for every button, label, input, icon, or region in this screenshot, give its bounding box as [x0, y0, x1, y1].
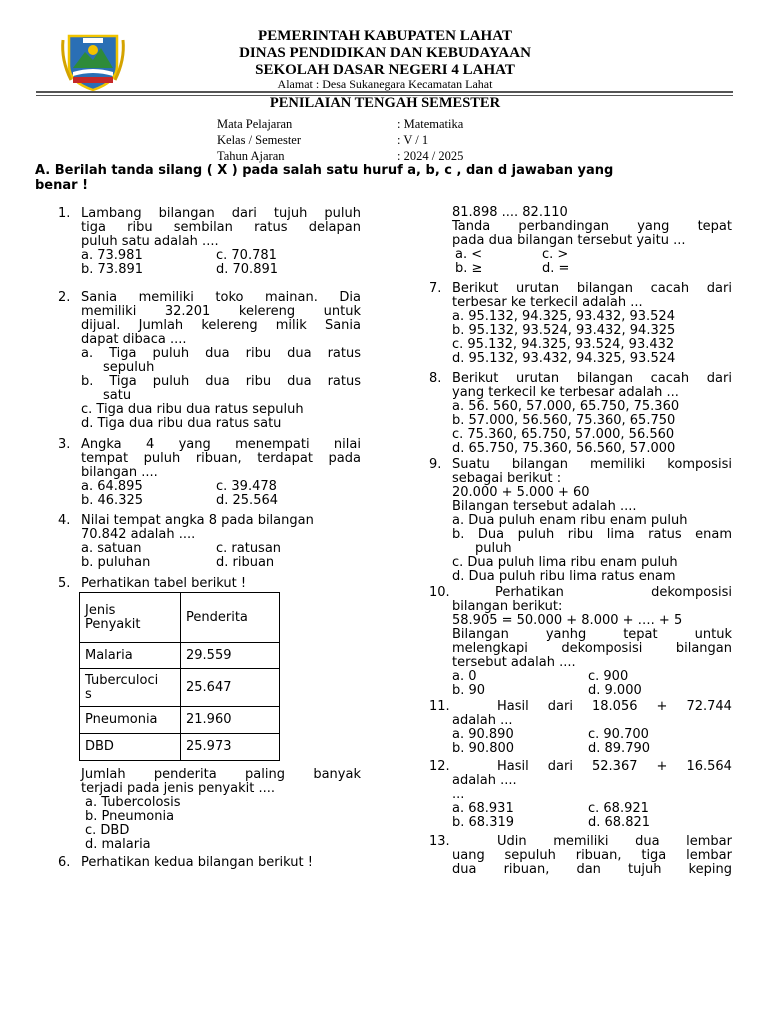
- q2-option-c[interactable]: c. Tiga dua ribu dua ratus sepuluh: [81, 402, 304, 417]
- q6-line-3: [452, 220, 732, 234]
- text-fragment: tempat: [81, 451, 129, 466]
- text-fragment: s: [85, 686, 92, 702]
- text-fragment: memiliki: [81, 304, 137, 319]
- text-fragment: Lambang: [81, 206, 142, 221]
- text-fragment: dua: [205, 346, 230, 361]
- text-fragment: Tuberculoci: [85, 672, 159, 688]
- text-fragment: 16.564: [686, 759, 732, 774]
- text-fragment: tujuh: [628, 862, 662, 877]
- text-fragment: 18.056: [592, 699, 638, 714]
- text-fragment: Suatu: [452, 457, 490, 472]
- q6-option-d[interactable]: d. =: [542, 261, 570, 276]
- text-fragment: lembar: [686, 834, 732, 849]
- text-fragment: toko: [215, 290, 244, 305]
- q13-line-1: [497, 835, 732, 849]
- q5-prompt-line-2: terjadi pada jenis penyakit ....: [81, 781, 275, 796]
- text-fragment: ribuan,: [575, 848, 622, 863]
- text-fragment: menempati: [235, 437, 310, 452]
- text-fragment: melengkapi: [452, 641, 528, 656]
- q12-option-c[interactable]: c. 68.921: [588, 801, 649, 816]
- q11-option-c[interactable]: c. 90.700: [588, 727, 649, 742]
- q12-number: 12.: [429, 759, 450, 774]
- exam-title: PENILAIAN TENGAH SEMESTER: [269, 95, 501, 111]
- q4-option-d[interactable]: d. ribuan: [216, 555, 275, 570]
- q10-option-c[interactable]: c. 900: [588, 669, 629, 684]
- text-fragment: puluh: [324, 206, 361, 221]
- text-fragment: sepuluh: [504, 848, 556, 863]
- q2-line-1: [81, 291, 361, 305]
- q6-option-a[interactable]: a. <: [455, 247, 483, 262]
- text-fragment: Penyakit: [85, 616, 141, 632]
- q8-option-c[interactable]: c. 75.360, 65.750, 57.000, 56.560: [452, 427, 675, 442]
- q12-line-1: [497, 760, 732, 774]
- q3-option-c[interactable]: c. 39.478: [216, 479, 277, 494]
- q5-option-a[interactable]: a. Tubercolosis: [85, 795, 181, 810]
- text-fragment: 32.201: [164, 304, 211, 319]
- q8-option-d[interactable]: d. 65.750, 75.360, 56.560, 57.000: [452, 441, 676, 456]
- q9-option-b-cont: puluh: [475, 541, 512, 556]
- q6-option-c[interactable]: c. >: [542, 247, 569, 262]
- text-fragment: +: [656, 699, 668, 714]
- text-fragment: memiliki: [138, 290, 194, 305]
- text-fragment: Udin: [497, 834, 527, 849]
- q8-number: 8.: [429, 371, 442, 386]
- q5-line-1: Perhatikan tabel berikut !: [81, 576, 247, 591]
- text-fragment: tiga: [641, 848, 667, 863]
- q9-line-3: 20.000 + 5.000 + 60: [452, 485, 590, 500]
- q6-option-b[interactable]: b. ≥: [455, 261, 483, 276]
- text-fragment: memiliki: [589, 457, 646, 472]
- q7-option-c[interactable]: c. 95.132, 94.325, 93.524, 93.432: [452, 337, 675, 352]
- text-fragment: keping: [688, 862, 732, 877]
- q5-prompt-line-1: [81, 768, 361, 782]
- q4-line-2: 70.842 adalah ....: [81, 527, 196, 542]
- q12-option-b[interactable]: b. 68.319: [452, 815, 515, 830]
- text-fragment: tepat: [623, 627, 658, 642]
- text-fragment: Malaria: [85, 647, 133, 663]
- q11-option-a[interactable]: a. 90.890: [452, 727, 514, 742]
- text-fragment: tujuh: [273, 206, 308, 221]
- text-fragment: DBD: [85, 739, 114, 754]
- header-government: PEMERINTAH KABUPATEN LAHAT: [258, 28, 512, 44]
- class-value: : V / 1: [397, 133, 429, 147]
- q4-option-b[interactable]: b. puluhan: [81, 555, 151, 570]
- q1-line-1: [81, 207, 361, 221]
- text-fragment: Dua: [477, 527, 505, 542]
- text-fragment: puluh: [143, 451, 181, 466]
- text-fragment: ratus: [254, 220, 288, 235]
- text-fragment: ribu: [245, 346, 272, 361]
- text-fragment: puluh: [517, 527, 555, 542]
- year-label: Tahun Ajaran: [217, 149, 285, 163]
- q6-number: 6.: [58, 855, 71, 870]
- text-fragment: cacah: [650, 281, 690, 296]
- text-fragment: dari: [547, 699, 573, 714]
- q2-option-a-cont: sepuluh: [103, 360, 155, 375]
- q8-option-b[interactable]: b. 57.000, 56.560, 75.360, 65.750: [452, 413, 676, 428]
- table-cell: 21.960: [181, 707, 280, 734]
- q7-number: 7.: [429, 281, 442, 296]
- text-fragment: tepat: [697, 219, 732, 234]
- text-fragment: ratus: [327, 374, 361, 389]
- text-fragment: banyak: [313, 767, 361, 782]
- table-header-cell: Penderita: [181, 593, 280, 643]
- q5-option-c[interactable]: c. DBD: [85, 823, 130, 838]
- text-fragment: Bilangan: [452, 627, 509, 642]
- text-fragment: b.: [452, 527, 465, 542]
- table-row: [80, 669, 280, 707]
- q2-option-d[interactable]: d. Tiga dua ribu dua ratus satu: [81, 416, 282, 431]
- text-fragment: enam: [695, 527, 732, 542]
- q7-option-b[interactable]: b. 95.132, 93.524, 93.432, 94.325: [452, 323, 676, 338]
- q3-option-a[interactable]: a. 64.895: [81, 479, 143, 494]
- q12-option-d[interactable]: d. 68.821: [588, 815, 651, 830]
- table-cell: [80, 707, 181, 734]
- text-fragment: dua: [635, 834, 660, 849]
- text-fragment: Sania: [81, 290, 118, 305]
- q9-option-a[interactable]: a. Dua puluh enam ribu enam puluh: [452, 513, 688, 528]
- q10-line-1: [495, 586, 732, 600]
- text-fragment: Angka: [81, 437, 122, 452]
- table-cell: [80, 734, 181, 761]
- q8-line-2: yang terkecil ke terbesar adalah ...: [452, 385, 679, 400]
- text-fragment: urutan: [516, 371, 560, 386]
- text-fragment: nilai: [333, 437, 361, 452]
- q1-option-a[interactable]: a. 73.981: [81, 248, 143, 263]
- text-fragment: puluh: [152, 346, 190, 361]
- class-label: Kelas / Semester: [217, 133, 302, 147]
- q3-number: 3.: [58, 437, 71, 452]
- q8-option-a[interactable]: a. 56. 560, 57.000, 65.750, 75.360: [452, 399, 680, 414]
- text-fragment: Pneumonia: [85, 712, 158, 727]
- table-row: [80, 707, 280, 734]
- text-fragment: untuk: [694, 627, 732, 642]
- instruction-line-2: benar !: [35, 178, 89, 193]
- q1-option-b[interactable]: b. 73.891: [81, 262, 144, 277]
- q7-option-d[interactable]: d. 95.132, 93.432, 94.325, 93.524: [452, 351, 676, 366]
- q9-line-1: [452, 458, 732, 472]
- disease-table: [79, 592, 280, 761]
- text-fragment: ratus: [327, 346, 361, 361]
- text-fragment: paling: [245, 767, 285, 782]
- q10-line-2: bilangan berikut:: [452, 599, 563, 614]
- q13-number: 13.: [429, 834, 450, 849]
- table-cell: [80, 669, 181, 707]
- text-fragment: dijual.: [81, 318, 121, 333]
- q1-option-c[interactable]: c. 70.781: [216, 248, 277, 263]
- text-fragment: kelereng: [238, 304, 296, 319]
- text-fragment: Hasil: [497, 759, 529, 774]
- text-fragment: Berikut: [452, 371, 499, 386]
- text-fragment: Berikut: [452, 281, 499, 296]
- text-fragment: untuk: [323, 304, 361, 319]
- q11-line-2: adalah ...: [452, 713, 513, 728]
- q1-option-d[interactable]: d. 70.891: [216, 262, 279, 277]
- text-fragment: dua: [205, 374, 230, 389]
- instruction-line-1: A. Berilah tanda silang ( X ) pada salah satu huruf a, b, c , dan d jawaban yang: [35, 163, 614, 178]
- q10-line-4: [452, 628, 732, 642]
- text-fragment: bilangan: [675, 641, 732, 656]
- q3-option-b[interactable]: b. 46.325: [81, 493, 144, 508]
- q2-number: 2.: [58, 290, 71, 305]
- text-fragment: Jumlah: [81, 767, 126, 782]
- text-fragment: lima: [606, 527, 635, 542]
- text-fragment: 72.744: [686, 699, 732, 714]
- text-fragment: mainan.: [265, 290, 318, 305]
- subject-label: Mata Pelajaran: [217, 117, 293, 131]
- q12-line-2: adalah ....: [452, 773, 517, 788]
- q4-option-a[interactable]: a. satuan: [81, 541, 142, 556]
- q2-line-4: dapat dibaca ....: [81, 332, 187, 347]
- text-fragment: b.: [81, 374, 94, 389]
- q4-option-c[interactable]: c. ratusan: [216, 541, 282, 556]
- q7-line-2: terbesar ke terkecil adalah ...: [452, 295, 643, 310]
- q3-line-1: [81, 438, 361, 452]
- text-fragment: dua: [452, 862, 477, 877]
- q11-number: 11.: [429, 699, 450, 714]
- text-fragment: kelereng: [201, 318, 258, 333]
- q2-option-b-cont: satu: [103, 388, 132, 403]
- q10-option-b[interactable]: b. 90: [452, 683, 486, 698]
- text-fragment: bilangan: [576, 281, 633, 296]
- text-fragment: bilangan: [576, 371, 633, 386]
- q12-option-a[interactable]: a. 68.931: [452, 801, 514, 816]
- text-fragment: ribu: [127, 220, 153, 235]
- text-fragment: Jenis: [85, 602, 116, 618]
- q6-line-4: pada dua bilangan tersebut yaitu ...: [452, 233, 686, 248]
- q11-option-d[interactable]: d. 89.790: [588, 741, 651, 756]
- text-fragment: dekomposisi: [561, 641, 643, 656]
- table-header-cell: [80, 593, 181, 643]
- header-rule-thick: [36, 91, 733, 93]
- text-fragment: terdapat: [257, 451, 313, 466]
- text-fragment: yanhg: [545, 627, 587, 642]
- q11-option-b[interactable]: b. 90.800: [452, 741, 515, 756]
- text-fragment: Tiga: [109, 374, 137, 389]
- text-fragment: delapan: [308, 220, 361, 235]
- q7-option-a[interactable]: a. 95.132, 94.325, 93.432, 93.524: [452, 309, 675, 324]
- table-cell: 29.559: [181, 643, 280, 669]
- text-fragment: ratus: [648, 527, 682, 542]
- text-fragment: pada: [328, 451, 361, 466]
- text-fragment: uang: [452, 848, 485, 863]
- q3-option-d[interactable]: d. 25.564: [216, 493, 279, 508]
- text-fragment: sembilan: [173, 220, 233, 235]
- text-fragment: perbandingan: [518, 219, 610, 234]
- text-fragment: Sania: [324, 318, 361, 333]
- q2-option-b[interactable]: [81, 375, 361, 389]
- q13-line-2: [452, 849, 732, 863]
- text-fragment: a.: [81, 346, 94, 361]
- text-fragment: yang: [637, 219, 670, 234]
- text-fragment: dua: [287, 346, 312, 361]
- text-fragment: Tanda: [452, 219, 491, 234]
- text-fragment: komposisi: [667, 457, 732, 472]
- q2-line-3: [81, 319, 361, 333]
- q6-line-1: Perhatikan kedua bilangan berikut !: [81, 855, 313, 870]
- text-fragment: yang: [178, 437, 211, 452]
- q9-line-4: Bilangan tersebut adalah ....: [452, 499, 637, 514]
- text-fragment: tiga: [81, 220, 106, 235]
- table-row: [80, 643, 280, 669]
- q1-line-2: [81, 221, 361, 235]
- q10-option-a[interactable]: a. 0: [452, 669, 477, 684]
- header-school: SEKOLAH DASAR NEGERI 4 LAHAT: [255, 62, 515, 78]
- q9-option-d[interactable]: d. Dua puluh ribu lima ratus enam: [452, 569, 676, 584]
- q9-option-c[interactable]: c. Dua puluh lima ribu enam puluh: [452, 555, 678, 570]
- q1-line-3: puluh satu adalah ....: [81, 234, 219, 249]
- q2-line-2: [81, 305, 361, 319]
- subject-value: : Matematika: [397, 117, 464, 131]
- text-fragment: dari: [706, 281, 732, 296]
- text-fragment: +: [656, 759, 668, 774]
- q5-number: 5.: [58, 576, 71, 591]
- q7-line-1: [452, 282, 732, 296]
- text-fragment: dari: [706, 371, 732, 386]
- q10-line-6: tersebut adalah ....: [452, 655, 576, 670]
- q9-number: 9.: [429, 457, 442, 472]
- q3-line-2: [81, 452, 361, 466]
- text-fragment: ribuan,: [195, 451, 242, 466]
- table-header-row: [80, 593, 280, 643]
- text-fragment: bilangan: [158, 206, 215, 221]
- text-fragment: 4: [145, 437, 155, 452]
- q4-line-1: Nilai tempat angka 8 pada bilangan: [81, 513, 314, 528]
- school-logo: [59, 30, 127, 92]
- text-fragment: ribu: [567, 527, 594, 542]
- text-fragment: ribuan,: [503, 862, 550, 877]
- text-fragment: lembar: [686, 848, 732, 863]
- q2-option-a[interactable]: [81, 347, 361, 361]
- table-cell: 25.647: [181, 669, 280, 707]
- table-cell: 25.973: [181, 734, 280, 761]
- table-cell: [80, 643, 181, 669]
- header-department: DINAS PENDIDIKAN DAN KEBUDAYAAN: [239, 45, 531, 61]
- q4-number: 4.: [58, 513, 71, 528]
- q9-option-b[interactable]: [452, 528, 732, 542]
- text-fragment: dekomposisi: [651, 585, 732, 600]
- q10-option-d[interactable]: d. 9.000: [588, 683, 642, 698]
- q9-line-2: sebagai berikut :: [452, 471, 562, 486]
- q10-line-5: [452, 642, 732, 656]
- q10-line-3: 58.905 = 50.000 + 8.000 + …. + 5: [452, 613, 683, 628]
- q13-line-3: [452, 863, 732, 877]
- text-fragment: 52.367: [592, 759, 638, 774]
- text-fragment: penderita: [153, 767, 217, 782]
- text-fragment: memiliki: [553, 834, 609, 849]
- q1-number: 1.: [58, 206, 71, 221]
- q10-number: 10.: [429, 585, 450, 600]
- text-fragment: Hasil: [497, 699, 529, 714]
- table-row: [80, 734, 280, 761]
- text-fragment: ribu: [245, 374, 272, 389]
- text-fragment: Perhatikan: [495, 585, 564, 600]
- text-fragment: Jumlah: [138, 318, 184, 333]
- q8-line-1: [452, 372, 732, 386]
- text-fragment: Dia: [339, 290, 361, 305]
- text-fragment: dan: [576, 862, 601, 877]
- q5-option-b[interactable]: b. Pneumonia: [85, 809, 175, 824]
- year-value: : 2024 / 2025: [397, 149, 464, 163]
- q6-line-2: 81.898 .... 82.110: [452, 205, 568, 220]
- text-fragment: urutan: [516, 281, 560, 296]
- q3-line-3: bilangan ....: [81, 465, 158, 480]
- text-fragment: bilangan: [511, 457, 568, 472]
- text-fragment: puluh: [152, 374, 190, 389]
- header-address: Alamat : Desa Sukanegara Kecamatan Lahat: [277, 77, 493, 91]
- text-fragment: Tiga: [109, 346, 137, 361]
- text-fragment: milik: [275, 318, 307, 333]
- text-fragment: dua: [287, 374, 312, 389]
- text-fragment: dari: [231, 206, 257, 221]
- q12-line-3: ...: [452, 787, 465, 802]
- text-fragment: dari: [547, 759, 573, 774]
- q5-option-d[interactable]: d. malaria: [85, 837, 151, 852]
- q11-line-1: [497, 700, 732, 714]
- text-fragment: cacah: [650, 371, 690, 386]
